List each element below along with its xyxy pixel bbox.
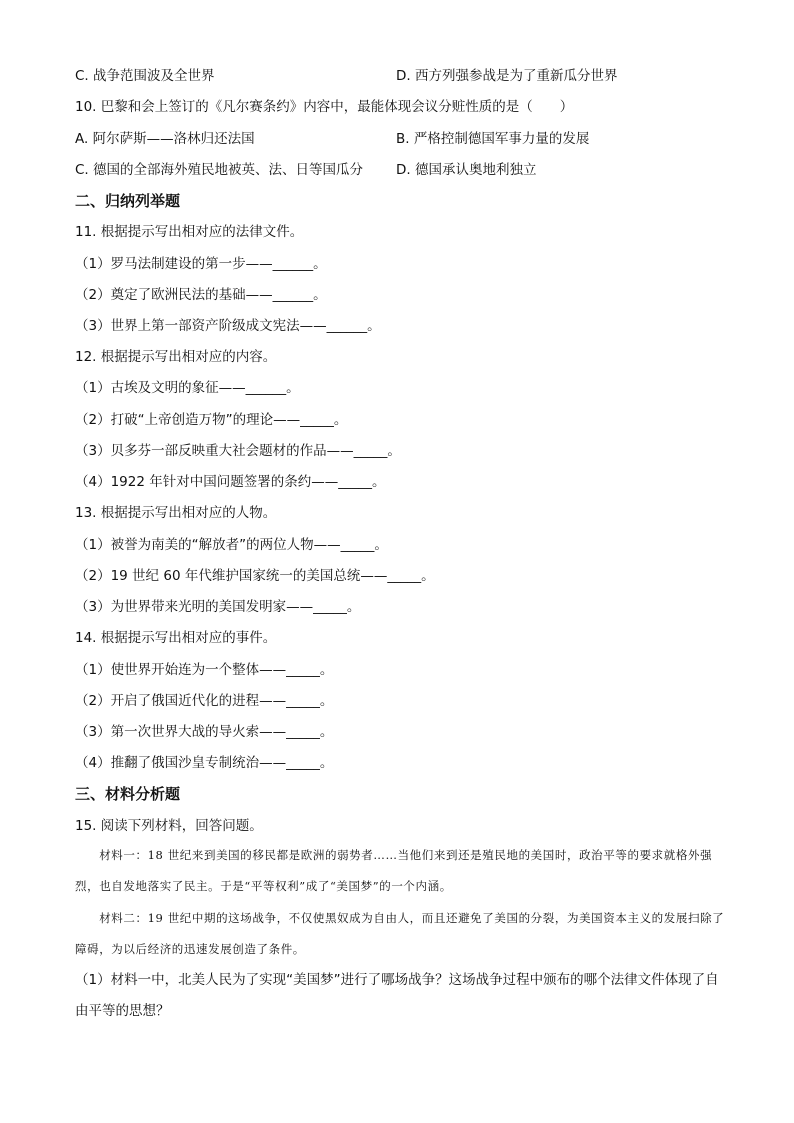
q11-stem: 11. 根据提示写出相对应的法律文件。 <box>75 224 304 240</box>
q12-item-4: （4）1922 年针对中国问题签署的条约——_____。 <box>75 474 386 490</box>
q11-item-3: （3）世界上第一部资产阶级成文宪法——______。 <box>75 318 381 334</box>
section-3-heading: 三、材料分析题 <box>75 785 181 803</box>
q15-stem: 15. 阅读下列材料，回答问题。 <box>75 818 263 834</box>
q10-option-b: B. 严格控制德国军事力量的发展 <box>396 131 590 147</box>
q14-item-2: （2）开启了俄国近代化的进程——_____。 <box>75 693 334 709</box>
q12-item-2: （2）打破“上帝创造万物”的理论——_____。 <box>75 412 348 428</box>
q13-item-3: （3）为世界带来光明的美国发明家——_____。 <box>75 599 361 615</box>
q14-stem: 14. 根据提示写出相对应的事件。 <box>75 630 277 646</box>
section-2-heading: 二、归纳列举题 <box>75 192 181 210</box>
q11-item-2: （2）奠定了欧洲民法的基础——______。 <box>75 287 327 303</box>
q14-item-1: （1）使世界开始连为一个整体——_____。 <box>75 662 334 678</box>
q11-item-1: （1）罗马法制建设的第一步——______。 <box>75 256 327 272</box>
q14-item-3: （3）第一次世界大战的导火索——_____。 <box>75 724 334 740</box>
q10-stem: 10. 巴黎和会上签订的《凡尔赛条约》内容中，最能体现会议分赃性质的是（ ） <box>75 99 574 115</box>
q15-subquestion-1: （1）材料一中，北美人民为了实现“美国梦”进行了哪场战争？这场战争过程中颁布的哪个法律文件体现了自由平等的思想？ <box>75 972 719 1019</box>
q12-item-1: （1）古埃及文明的象征——______。 <box>75 380 300 396</box>
q12-stem: 12. 根据提示写出相对应的内容。 <box>75 349 277 365</box>
q13-item-2: （2）19 世纪 60 年代维护国家统一的美国总统——_____。 <box>75 568 435 584</box>
q9-option-d: D. 西方列强参战是为了重新瓜分世界 <box>396 68 618 84</box>
q12-item-3: （3）贝多芬一部反映重大社会题材的作品——_____。 <box>75 443 401 459</box>
q9-option-c: C. 战争范围波及全世界 <box>75 68 215 84</box>
q15-material-1: 材料一：18 世纪来到美国的移民都是欧洲的弱势者……当他们来到还是殖民地的美国时，政治平等的要求就格外强烈，也自发地落实了民主。于是“平等权利”成了“美国梦”的一个内涵。 <box>75 848 713 893</box>
q10-option-c: C. 德国的全部海外殖民地被英、法、日等国瓜分 <box>75 162 364 178</box>
q14-item-4: （4）推翻了俄国沙皇专制统治——_____。 <box>75 755 334 771</box>
q13-stem: 13. 根据提示写出相对应的人物。 <box>75 505 277 521</box>
q10-option-a: A. 阿尔萨斯——洛林归还法国 <box>75 131 255 147</box>
q13-item-1: （1）被誉为南美的“解放者”的两位人物——_____。 <box>75 537 388 553</box>
q15-material-2: 材料二：19 世纪中期的这场战争，不仅使黑奴成为自由人，而且还避免了美国的分裂，为美国资本主义的发展扫除了障碍，为以后经济的迅速发展创造了条件。 <box>75 911 725 956</box>
q10-option-d: D. 德国承认奥地利独立 <box>396 162 537 178</box>
